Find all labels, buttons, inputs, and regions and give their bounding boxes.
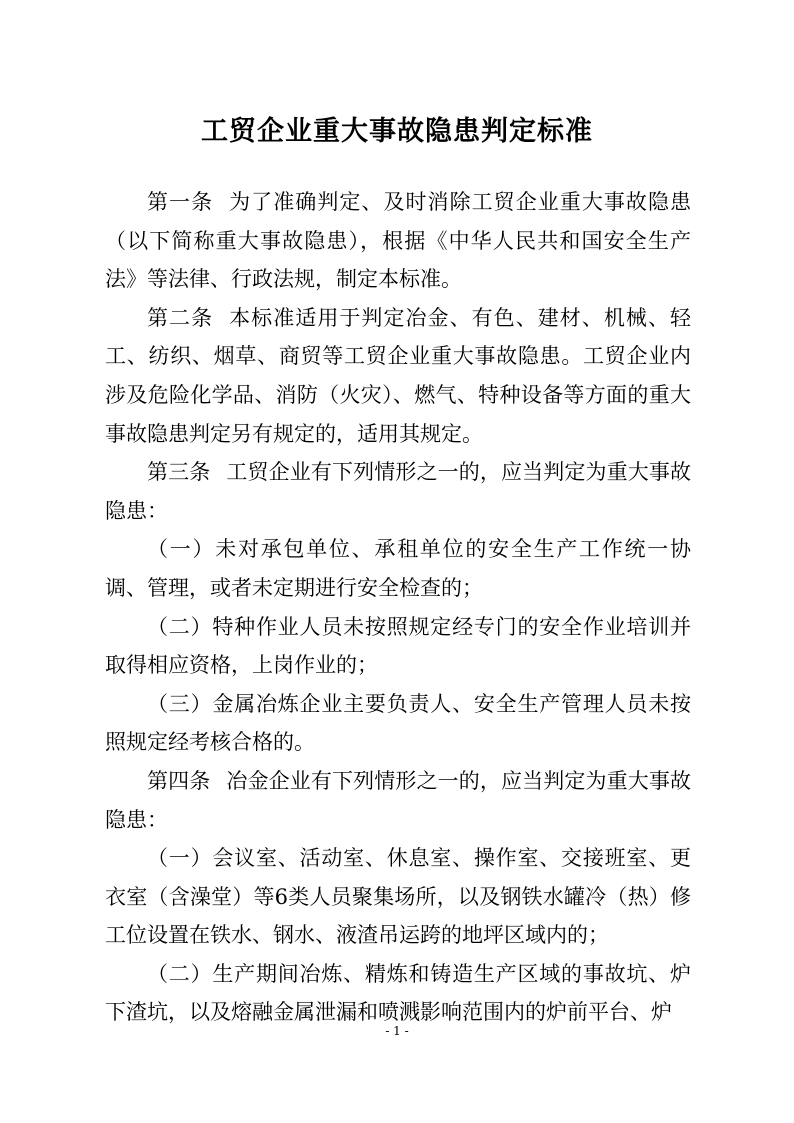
paragraph-text: （三）金属冶炼企业主要负责人、安全生产管理人员未按照规定经考核合格的。 [105,691,691,755]
article-label: 第四条 [147,768,211,793]
paragraph-text: 为了准确判定、及时消除工贸企业重大事故隐患（以下简称重大事故隐患），根据《中华人民共和国安全生产法》等法律、行政法规，制定本标准。 [105,190,692,292]
paragraph-text: （二）生产期间冶炼、精炼和铸造生产区域的事故坑、炉下渣坑，以及熔融金属泄漏和喷溅影响范围内的炉前平台、炉 [105,961,691,1025]
paragraph-item-4-1 [105,839,691,955]
document-body [105,183,691,1032]
paragraph-item-3-2 [105,608,691,685]
paragraph-text: （一）会议室、活动室、休息室、操作室、交接班室、更衣室（含澡堂）等6类人员聚集场所，以及钢铁水罐冷（热）修工位设置在铁水、钢水、液渣吊运跨的地坪区域内的； [105,846,691,948]
paragraph-item-3-3 [105,685,691,762]
paragraph-article-2 [105,299,691,453]
document-title: 工贸企业重大事故隐患判定标准 [201,116,593,147]
paragraph-text: 冶金企业有下列情形之一的，应当判定为重大事故隐患： [105,768,691,832]
paragraph-text: （一）未对承包单位、承租单位的安全生产工作统一协调、管理，或者未定期进行安全检查的； [105,537,691,600]
paragraph-article-3 [105,453,691,530]
article-label: 第三条 [147,460,211,485]
paragraph-item-3-1 [105,530,691,607]
paragraph-text: （二）特种作业人员未按照规定经专门的安全作业培训并取得相应资格，上岗作业的； [105,614,691,678]
paragraph-article-4 [105,762,691,839]
paragraph-article-1 [105,183,691,299]
paragraph-text: 本标准适用于判定冶金、有色、建材、机械、轻工、纺织、烟草、商贸等工贸企业重大事故隐患。工贸企业内涉及危险化学品、消防（火灾）、燃气、特种设备等方面的重大事故隐患判定另有规定的，适用其规定。 [105,305,692,446]
paragraph-item-4-2 [105,955,691,1032]
paragraph-text: 工贸企业有下列情形之一的，应当判定为重大事故隐患： [105,460,691,523]
page-number: - 1 - [385,1024,409,1038]
article-label: 第一条 [147,190,214,214]
article-label: 第二条 [147,305,214,330]
